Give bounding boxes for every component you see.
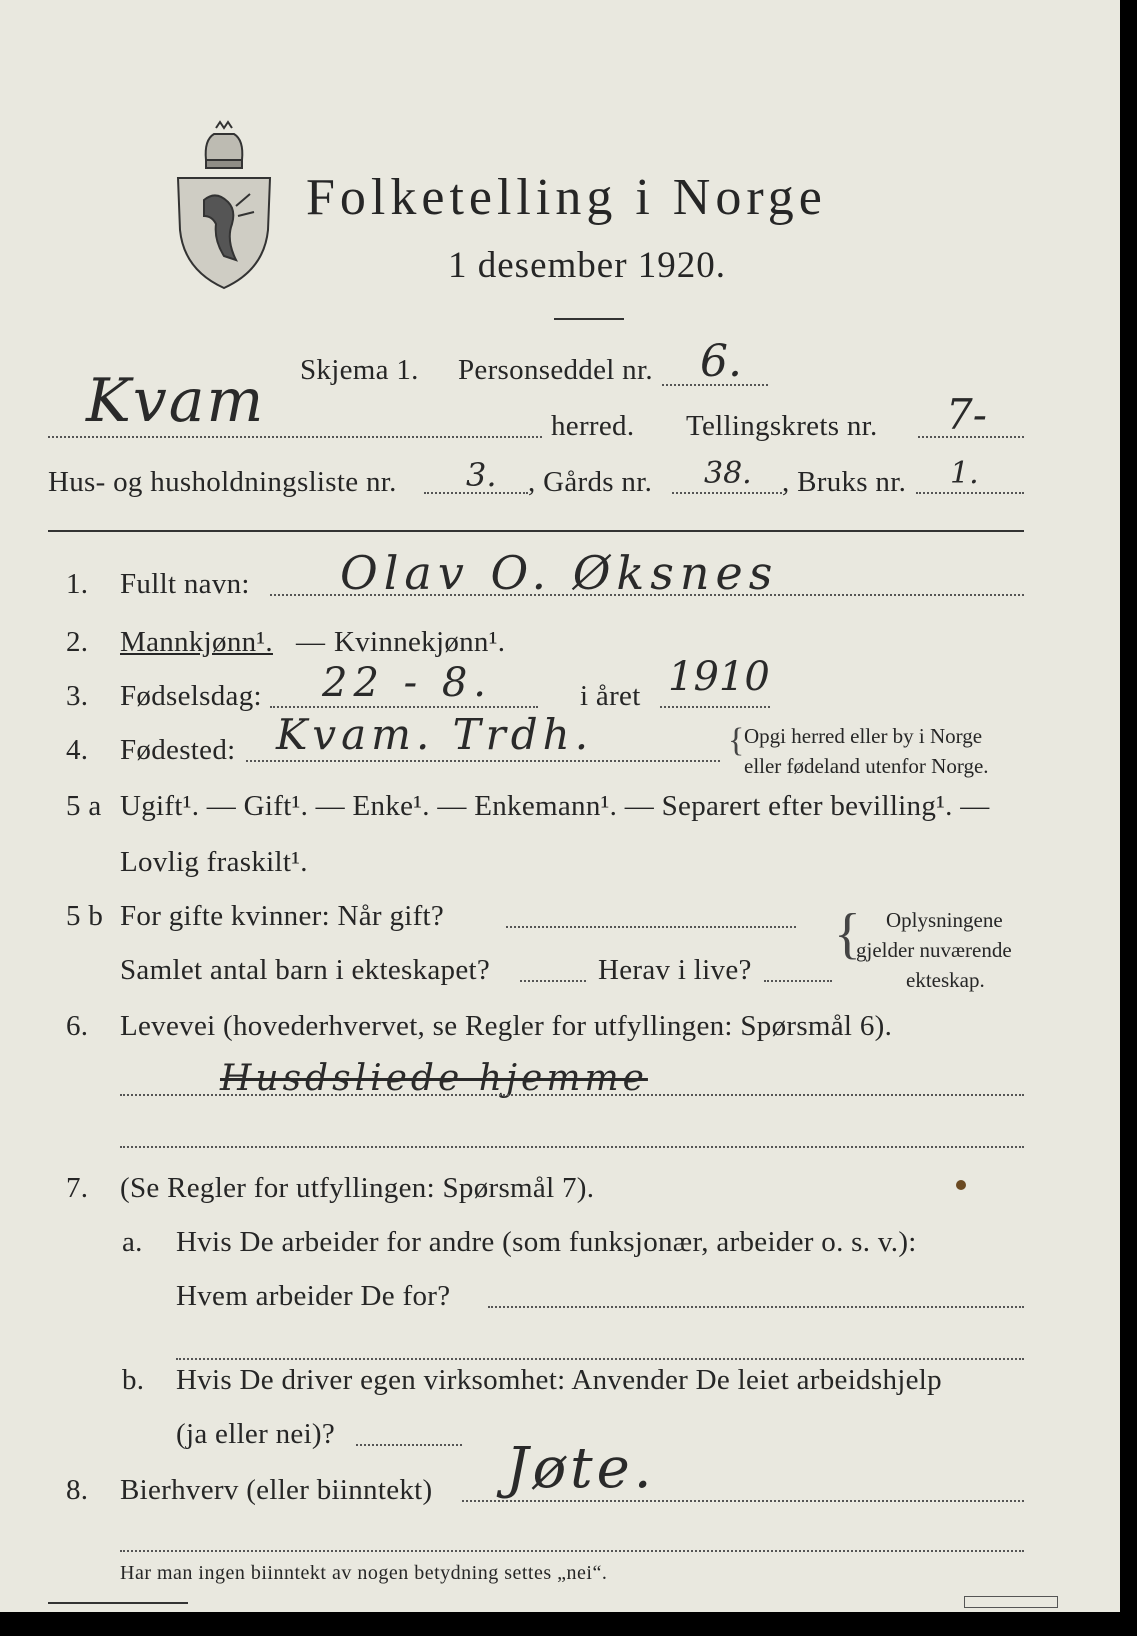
bruks-line — [916, 492, 1024, 494]
q5b-number: 5 b — [66, 900, 104, 932]
q8-number: 8. — [66, 1474, 89, 1506]
q3-year-value: 1910 — [668, 654, 770, 700]
herred-label: herred. — [551, 410, 635, 442]
q3-year-label: i året — [580, 680, 641, 712]
q6-occupation-struck: Husdsliede hjemme — [220, 1058, 648, 1099]
q7b-number: b. — [122, 1364, 145, 1396]
gards-value: 38. — [704, 456, 752, 491]
q6-label: Levevei (hovederhvervet, se Regler for utfyllingen: Spørsmål 6). — [120, 1010, 893, 1042]
q7b-answer-line — [356, 1444, 462, 1446]
q5b-alive-line — [764, 980, 832, 982]
q3-birthday: 22 - 8. — [322, 660, 493, 706]
q4-note-line2: eller fødeland utenfor Norge. — [744, 754, 989, 778]
census-date: 1 desember 1920. — [448, 245, 727, 286]
q5b-children-label: Samlet antal barn i ekteskapet? — [120, 954, 491, 986]
header-divider — [48, 530, 1024, 532]
q5b-alive-label: Herav i live? — [598, 954, 752, 986]
q2-male: Mannkjønn¹. — [120, 626, 273, 658]
q7b-line2: (ja eller nei)? — [176, 1418, 336, 1450]
herred-value: Kvam — [86, 366, 266, 436]
title-divider — [554, 318, 624, 320]
q5a-number: 5 a — [66, 790, 102, 822]
footnote-rule — [48, 1602, 188, 1604]
q5b-note-line3: ekteskap. — [906, 968, 985, 992]
coat-of-arms-icon — [176, 120, 272, 290]
q2-separator: — — [296, 626, 326, 658]
q8-label: Bierhverv (eller biinntekt) — [120, 1474, 433, 1506]
footer-note: Har man ingen biinntekt av nogen betydning settes „nei“. — [120, 1562, 608, 1584]
bruks-label: , Bruks nr. — [782, 466, 907, 498]
skjema-label: Skjema 1. — [300, 354, 419, 386]
q7b-line1: Hvis De driver egen virksomhet: Anvender De leiet arbeidshjelp — [176, 1364, 942, 1396]
q8-side-income: Jøte. — [506, 1436, 656, 1501]
q7a-number: a. — [122, 1226, 143, 1258]
printer-mark — [964, 1596, 1058, 1608]
q7a-answer-line1 — [488, 1306, 1024, 1308]
q4-line — [246, 760, 720, 762]
q4-note-line1: Opgi herred eller by i Norge — [744, 724, 983, 748]
q5b-note-line1: Oplysningene — [886, 908, 1003, 932]
q3-number: 3. — [66, 680, 89, 712]
bruks-value: 1. — [950, 456, 979, 491]
husholdningsliste-label: Hus- og husholdningsliste nr. — [48, 466, 397, 498]
q1-full-name: Olav O. Øksnes — [340, 546, 779, 600]
q7-label: (Se Regler for utfyllingen: Spørsmål 7). — [120, 1172, 595, 1204]
q3-line — [270, 706, 538, 708]
q5a-options: Ugift¹. — Gift¹. — Enke¹. — Enkemann¹. — Separert efter bevilling¹. — — [120, 790, 990, 822]
ink-spot — [956, 1180, 966, 1190]
q5b-children-line — [520, 980, 586, 982]
q5b-married-line — [506, 926, 796, 928]
gards-line — [672, 492, 782, 494]
q3-year-line — [660, 706, 770, 708]
q4-number: 4. — [66, 734, 89, 766]
gards-label: , Gårds nr. — [528, 466, 653, 498]
q7-number: 7. — [66, 1172, 89, 1204]
husholdningsliste-value: 3. — [466, 456, 497, 494]
q6-number: 6. — [66, 1010, 89, 1042]
q3-label: Fødselsdag: — [120, 680, 262, 712]
q1-number: 1. — [66, 568, 89, 600]
q4-brace: { — [728, 722, 745, 759]
q7a-line1: Hvis De arbeider for andre (som funksjonær, arbeider o. s. v.): — [176, 1226, 917, 1258]
q4-label: Fødested: — [120, 734, 236, 766]
q7a-answer-line2 — [176, 1358, 1024, 1360]
q5b-brace: { — [834, 903, 861, 965]
q5a-options-line2: Lovlig fraskilt¹. — [120, 846, 308, 878]
tellingskrets-value: 7- — [946, 390, 987, 439]
herred-line — [48, 436, 542, 438]
q6-line2 — [120, 1146, 1024, 1148]
tellingskrets-label: Tellingskrets nr. — [686, 410, 878, 442]
q1-label: Fullt navn: — [120, 568, 250, 600]
personseddel-value: 6. — [700, 336, 742, 387]
personseddel-label: Personseddel nr. — [458, 354, 653, 386]
q4-birthplace: Kvam. Trdh. — [276, 710, 594, 759]
q7a-line2: Hvem arbeider De for? — [176, 1280, 451, 1312]
q5b-note-line2: gjelder nuværende — [856, 938, 1012, 962]
form-title: Folketelling i Norge — [306, 169, 827, 226]
q8-line2 — [120, 1550, 1024, 1552]
q5b-married-label: For gifte kvinner: Når gift? — [120, 900, 445, 932]
q2-female: Kvinnekjønn¹. — [334, 626, 506, 658]
q2-number: 2. — [66, 626, 89, 658]
q6-line1 — [120, 1094, 1024, 1096]
